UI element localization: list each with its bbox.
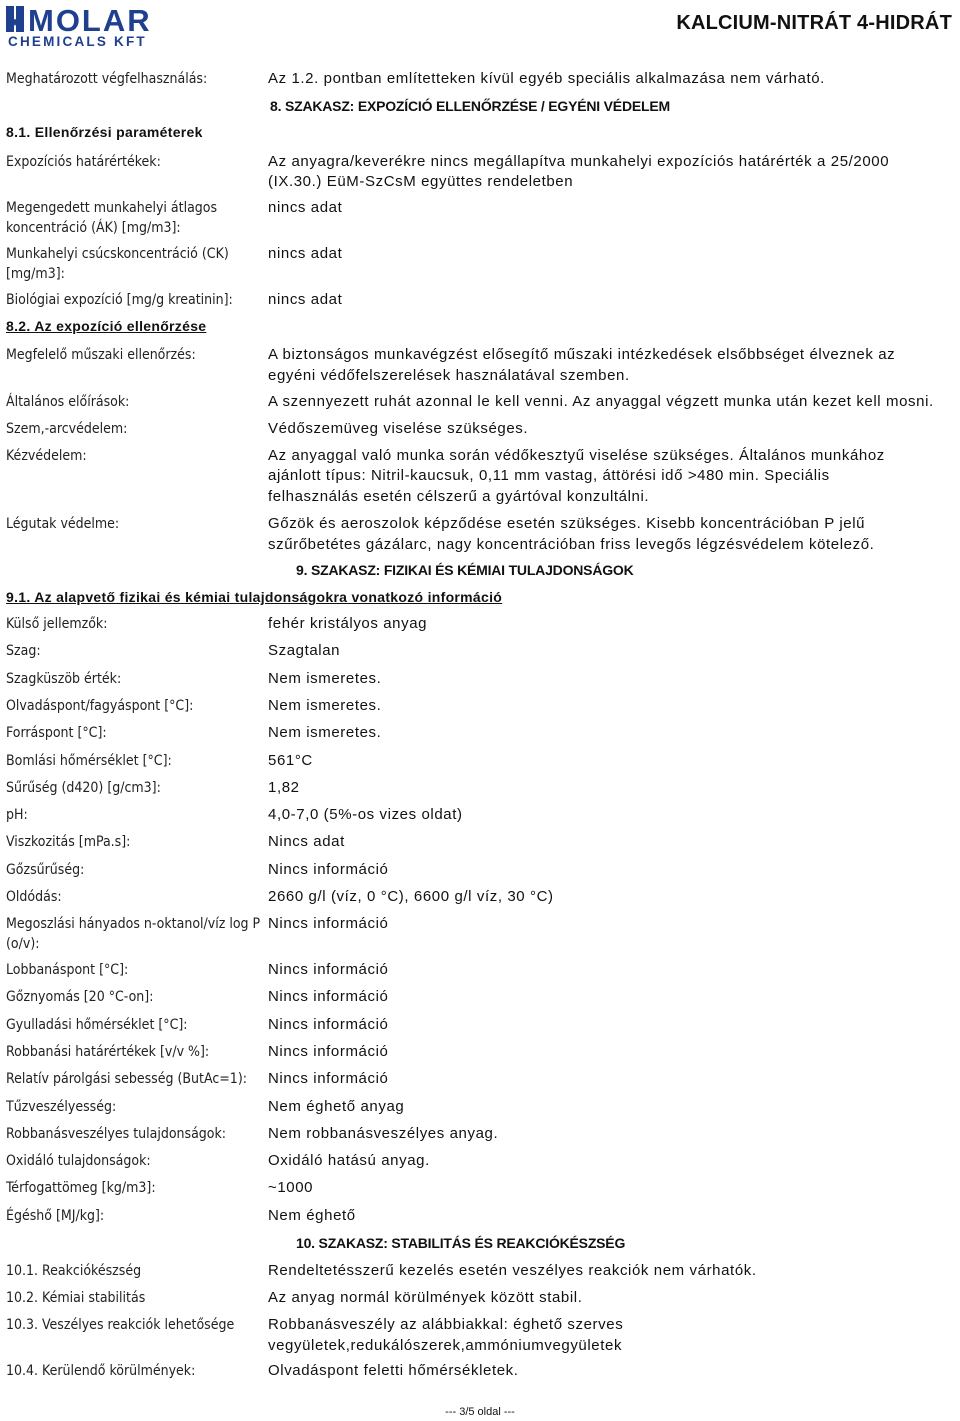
- intended-use-label: Meghatározott végfelhasználás:: [6, 71, 208, 87]
- property-value: Nem ismeretes.: [268, 724, 382, 742]
- section-8-title: 8. SZAKASZ: EXPOZÍCIÓ ELLENŐRZÉSE / EGYÉNI VÉDELEM: [270, 98, 670, 114]
- property-value: Nincs információ: [268, 961, 389, 978]
- general-rules-value: A szennyezett ruhát azonnal le kell venni. Az anyaggal végzett munka után kezet kell mosni.: [268, 393, 934, 410]
- property-value: fehér kristályos anyag: [268, 615, 428, 632]
- property-value: ~1000: [268, 1179, 314, 1197]
- property-value: Nincs információ: [268, 1042, 389, 1060]
- exposure-limits-value-line2: (IX.30.) EüM-SzCsM együttes rendeletben: [268, 173, 574, 190]
- property-value: Nincs információ: [268, 860, 389, 878]
- respiratory-protection-value-line2: szűrőbetétes gázálarc, nagy koncentrációban friss levegős légzésvédelem kötelező.: [268, 536, 875, 553]
- property-label: Viszkozitás [mPa.s]:: [6, 834, 131, 851]
- property-value: Szagtalan: [268, 642, 341, 660]
- property-label: Térfogattömeg [kg/m3]:: [6, 1180, 156, 1197]
- property-value: Nem éghető anyag: [268, 1097, 405, 1115]
- respiratory-protection-label: Légutak védelme:: [6, 516, 120, 532]
- tech-control-value-line2: egyéni védőfelszerelések használatával szemben.: [268, 367, 630, 384]
- property-label: Gőznyomás [20 °C-on]:: [6, 989, 154, 1006]
- ck-label-line1: Munkahelyi csúcskoncentráció (CK): [6, 246, 229, 262]
- property-value: 4,0-7,0 (5%-os vizes oldat): [268, 806, 463, 824]
- property-value: Nincs adat: [268, 833, 345, 851]
- property-value: Nem ismeretes.: [268, 669, 382, 687]
- section-9-title: 9. SZAKASZ: FIZIKAI ÉS KÉMIAI TULAJDONSÁGOK: [296, 562, 634, 578]
- property-value: Nem robbanásveszélyes anyag.: [268, 1124, 499, 1142]
- hazardous-reactions-value-line1: Robbanásveszély az alábbiakkal: éghető szerves: [268, 1316, 624, 1333]
- property-label: Robbanásveszélyes tulajdonságok:: [6, 1125, 227, 1142]
- property-value: Nincs információ: [268, 1070, 389, 1088]
- document-title: KALCIUM-NITRÁT 4-HIDRÁT: [676, 12, 952, 34]
- property-label: Oxidáló tulajdonságok:: [6, 1153, 151, 1170]
- reactivity-value: Rendeltetésszerű kezelés esetén veszélyes reakciók nem várhatók.: [268, 1262, 757, 1279]
- property-label: Olvadáspont/fagyáspont [°C]:: [6, 697, 194, 714]
- property-label: Gőzsűrűség:: [6, 861, 85, 878]
- property-label: Bomlási hőmérséklet [°C]:: [6, 752, 172, 769]
- logo-text-top: MOLAR: [28, 3, 152, 38]
- property-value: 2660 g/l (víz, 0 °C), 6600 g/l víz, 30 °C): [268, 888, 554, 905]
- property-value: Nem éghető: [268, 1206, 356, 1224]
- respiratory-protection-value-line1: Gőzök és aeroszolok képződése esetén szükséges. Kisebb koncentrációban P jelű: [268, 515, 866, 532]
- property-value: 1,82: [268, 778, 300, 796]
- logo-text-bottom: CHEMICALS KFT: [8, 34, 147, 48]
- property-value: Nem ismeretes.: [268, 696, 382, 714]
- property-label: pH:: [6, 807, 28, 824]
- property-label: Gyulladási hőmérséklet [°C]:: [6, 1016, 188, 1033]
- property-label: Tűzveszélyesség:: [6, 1098, 117, 1115]
- property-label: Robbanási határértékek [v/v %]:: [6, 1043, 210, 1060]
- conditions-to-avoid-value: Olvadáspont feletti hőmérsékletek.: [268, 1362, 519, 1379]
- partition-label-line2: (o/v):: [6, 936, 40, 952]
- chemical-stability-value: Az anyag normál körülmények között stabil.: [268, 1289, 583, 1306]
- property-label: Szagküszöb érték:: [6, 670, 122, 687]
- property-label: Szag:: [6, 643, 41, 660]
- ck-label-line2: [mg/m3]:: [6, 266, 65, 282]
- hand-protection-value-line1: Az anyaggal való munka során védőkesztyű viselése szükséges. Általános munkához: [268, 447, 885, 464]
- general-rules-label: Általános előírások:: [6, 394, 130, 410]
- intended-use-value: Az 1.2. pontban említetteken kívül egyéb speciális alkalmazása nem várható.: [268, 70, 825, 87]
- tech-control-label: Megfelelő műszaki ellenőrzés:: [6, 347, 196, 363]
- partition-label-line1: Megoszlási hányados n-oktanol/víz log P: [6, 916, 261, 932]
- property-label: Külső jellemzők:: [6, 616, 108, 632]
- eye-protection-value: Védőszemüveg viselése szükséges.: [268, 420, 529, 437]
- bio-exposure-label: Biológiai expozíció [mg/g kreatinin]:: [6, 292, 233, 308]
- exposure-limits-value-line1: Az anyagra/keverékre nincs megállapítva munkahelyi expozíciós határérték a 25/2000: [268, 153, 890, 170]
- property-value: 561°C: [268, 751, 313, 769]
- property-label: Relatív párolgási sebesség (ButAc=1):: [6, 1071, 247, 1088]
- property-value: Nincs információ: [268, 988, 389, 1006]
- section-9-1-title: 9.1. Az alapvető fizikai és kémiai tulajdonságokra vonatkozó információ: [6, 589, 503, 605]
- hand-protection-label: Kézvédelem:: [6, 448, 87, 464]
- property-value: Oxidáló hatású anyag.: [268, 1152, 430, 1170]
- partition-value: Nincs információ: [268, 915, 389, 932]
- section-8-1-title: 8.1. Ellenőrzési paraméterek: [6, 124, 203, 140]
- tech-control-value-line1: A biztonságos munkavégzést elősegítő műszaki intézkedések elsőbbséget élveznek az: [268, 346, 896, 363]
- property-label: Égéshő [MJ/kg]:: [6, 1207, 105, 1224]
- ak-label-line1: Megengedett munkahelyi átlagos: [6, 200, 218, 216]
- bio-exposure-value: nincs adat: [268, 291, 343, 308]
- property-label: Lobbanáspont [°C]:: [6, 962, 129, 978]
- conditions-to-avoid-label: 10.4. Kerülendő körülmények:: [6, 1363, 196, 1379]
- molar-chemicals-logo: [6, 2, 228, 48]
- hand-protection-value-line2: ajánlott típus: Nitril-kaucsuk, 0,11 mm vastag, áttörési idő >480 min. Speciális: [268, 467, 830, 484]
- page-footer: --- 3/5 oldal ---: [445, 1406, 515, 1418]
- property-label: Forráspont [°C]:: [6, 725, 107, 742]
- section-8-2-title: 8.2. Az expozíció ellenőrzése: [6, 318, 207, 334]
- section-10-title: 10. SZAKASZ: STABILITÁS ÉS REAKCIÓKÉSZSÉG: [296, 1235, 626, 1251]
- exposure-limits-label: Expozíciós határértékek:: [6, 154, 161, 170]
- reactivity-label: 10.1. Reakciókészség: [6, 1263, 142, 1279]
- hazardous-reactions-value-line2: vegyületek,redukálószerek,ammóniumvegyületek: [268, 1337, 623, 1354]
- eye-protection-label: Szem,-arcvédelem:: [6, 421, 128, 437]
- hazardous-reactions-label: 10.3. Veszélyes reakciók lehetősége: [6, 1317, 235, 1333]
- ak-label-line2: koncentráció (ÁK) [mg/m3]:: [6, 220, 181, 236]
- property-value: Nincs információ: [268, 1015, 389, 1033]
- ak-value: nincs adat: [268, 199, 343, 216]
- property-label: Oldódás:: [6, 889, 62, 905]
- chemical-stability-label: 10.2. Kémiai stabilitás: [6, 1290, 146, 1306]
- property-label: Sűrűség (d420) [g/cm3]:: [6, 779, 161, 796]
- hand-protection-value-line3: felhasználás esetén célszerű a gyártóval konzultálni.: [268, 488, 650, 505]
- ck-value: nincs adat: [268, 245, 343, 262]
